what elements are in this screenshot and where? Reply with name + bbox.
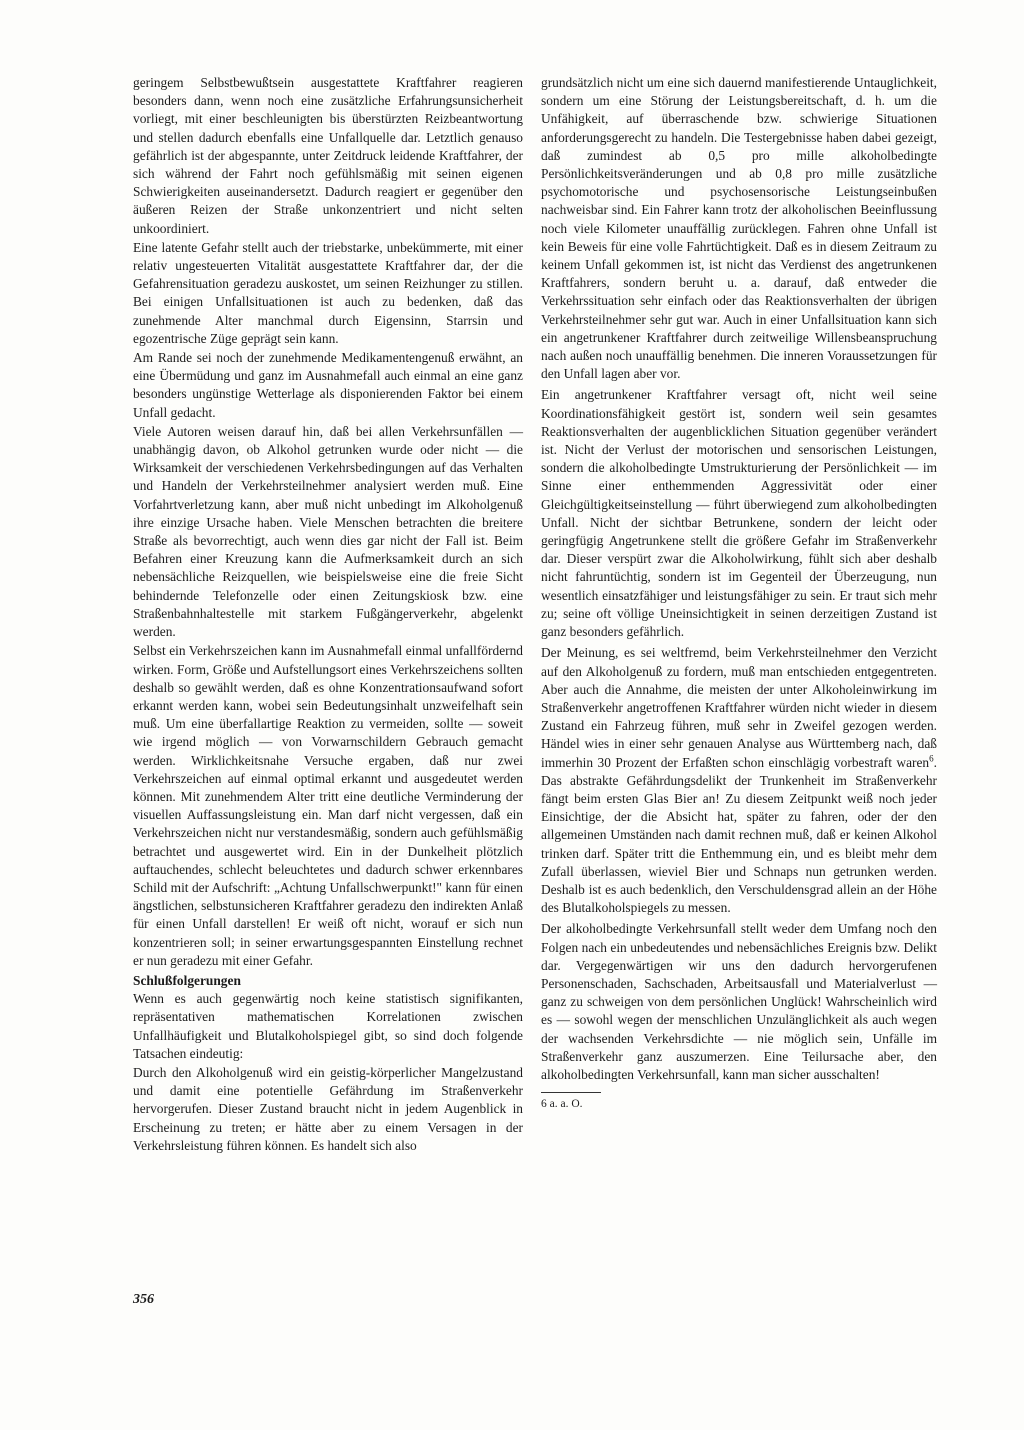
paragraph: Eine latente Gefahr stellt auch der triebstarke, unbekümmerte, mit einer relativ ungesteuerten Vitalität ausgestattete Kraftfahrer dar, der die Gefahrensituation geradezu auskostet, um seinen Reizhunger zu stillen. Bei einigen Unfallsituationen ist auch zu bedenken, daß das zunehmende Alter manchmal durch Eigensinn, Starrsin und egozentrische Züge geprägt sein kann. — [133, 239, 523, 346]
paragraph-text: Der Meinung, es sei weltfremd, beim Verkehrsteilnehmer den Verzicht auf den Alkoholgenuß zu fordern, muß man entschieden entgegentreten. Aber auch die Annahme, die meisten der unter Alkoholeinwirkung im Straßenverkehr angetroffenen Kraftfahrer würden nicht wieder in diesem Zustand ein Fahrzeug führen, muß sehr in Zweifel gezogen werden. Händel wies in einer sehr genauen Analyse aus Württemberg nach, daß immerhin 30 Prozent der Erfaßten schon einschlägig vorbestraft waren — [541, 645, 937, 770]
section-heading: Schlußfolgerungen — [133, 972, 241, 988]
paragraph-text: . Das abstrakte Gefährdungsdelikt der Trunkenheit im Straßenverkehr fängt beim ersten Glas Bier an! Zu diesem Zeitpunkt weiß noch jeder Einsichtige, der die Absicht hat, später zu fahren, oder der den allgemeinen Umständen nach damit rechnen muß, daß er keinen Alkohol trinken darf. Später tritt die Enthemmung ein, und es bleibt mehr dem Zufall überlassen, wieviel Bier und Schnaps nun getrunken werden. Deshalb ist es auch bedenklich, den Verschuldensgrad allein an der Höhe des Blutalkoholspiegels zu messen. — [541, 754, 937, 916]
footnote: 6 a. a. O. — [541, 1098, 583, 1111]
page-number: 356 — [133, 1292, 154, 1307]
paragraph: Selbst ein Verkehrszeichen kann im Ausnahmefall einmal unfallfördernd wirken. Form, Größe und Aufstellungsort eines Verkehrszeichens sollten deshalb so gewählt werden, daß es ohne Konzentrationsaufwand sofort erkannt werden kann, wobei sein Bedeutungsinhalt unzweifelhaft sein muß. Um eine überfallartige Reaktion zu vermeiden, sollte — soweit wie irgend möglich — von Vorwarnschildern Gebrauch gemacht werden. Wirklichkeitsnahe Versuche ergaben, daß nur zwei Verkehrszeichen auf einmal optimal erkannt und ausgedeutet werden können. Mit zunehmendem Alter tritt eine deutliche Verminderung der visuellen Auffassungsleistung ein. Man darf nicht vergessen, daß ein Verkehrszeichen nicht nur verstandesmäßig, sondern auch gefühlsmäßig betrachtet und ausgewertet wird. Ein in der Dunkelheit plötzlich auftauchendes, schlecht beleuchtetes und dadurch schwer erkennbares Schild mit der Aufschrift: „Achtung Unfallschwerpunkt!" kann für einen ängstlichen, selbstunsicheren Kraftfahrer geradezu den indirekten Anlaß für einen Unfall darstellen! Er weiß oft nicht, worauf er sich nun konzentrieren soll; in seiner erwartungsgespannten Einstellung rechnet er nun geradezu mit einer Gefahr. — [133, 643, 523, 968]
paragraph: Wenn es auch gegenwärtig noch keine statistisch signifikanten, repräsentativen mathematischen Korrelationen zwischen Unfallhäufigkeit und Blutalkoholspiegel gibt, so sind doch folgende Tatsachen eindeutig: — [133, 991, 523, 1061]
paragraph: Durch den Alkoholgenuß wird ein geistig-körperlicher Mangelzustand und damit eine potentielle Gefährdung im Straßenverkehr hervorgerufen. Dieser Zustand braucht nicht in jedem Augenblick in Erscheinung zu treten; er hätte aber zu einem Versagen in der Verkehrsleistung führen können. Es handelt sich also — [133, 1064, 523, 1153]
right-column — [541, 74, 937, 1112]
footnote-divider — [541, 1092, 601, 1093]
footnote-reference: 6 — [929, 753, 934, 764]
left-column — [133, 74, 523, 1156]
paragraph: geringem Selbstbewußtsein ausgestattete Kraftfahrer reagieren besonders dann, wenn noch eine zusätzliche Erfahrungsunsicherheit vorliegt, mit einer beschleunigten bis überstürzten Reizbeantwortung und stellen dadurch ebenfalls eine Unfallquelle dar. Letztlich genauso gefährlich ist der abgespannte, unter Zeitdruck leidende Kraftfahrer, der sich während der Fahrt noch gefühlsmäßig mit seinen eigenen Schwierigkeiten auseinandersetzt. Dadurch reagiert er gegenüber den äußeren Reizen der Straße unkonzentriert und nicht selten unkoordiniert. — [133, 75, 523, 236]
paragraph: Der alkoholbedingte Verkehrsunfall stellt weder dem Umfang noch den Folgen nach ein unbedeutendes und nebensächliches Ereignis bzw. Delikt dar. Vergegenwärtigen wir uns den dadurch hervorgerufenen Personenschaden, Sachschaden, Arbeitsausfall und Materialverlust — ganz zu schweigen von dem persönlichen Unglück! Wahrscheinlich wird es — sowohl wegen der menschlichen Unzulänglichkeit als auch wegen der wachsenden Verkehrsdichte — nie möglich sein, Unfälle im Straßenverkehr ganz auszumerzen. Eine Teilursache aber, den alkoholbedingten Verkehrsunfall, kann man sicher ausschalten! — [541, 921, 937, 1082]
paragraph: grundsätzlich nicht um eine sich dauernd manifestierende Untauglichkeit, sondern um eine Störung der Leistungsbereitschaft, d. h. um die Unfähigkeit, auf überraschende bzw. schwierige Situationen anforderungsgerecht zu handeln. Die Testergebnisse haben dabei gezeigt, daß zumindest ab 0,5 pro mille alkoholbedingte Persönlichkeitsveränderungen und ab 0,8 pro mille zusätzliche psychomotorische und psychosensorische Leistungseinbußen nachweisbar sind. Ein Fahrer kann trotz der alkoholischen Beeinflussung noch viele Kilometer unauffällig zurücklegen. Fahren ohne Unfall ist kein Beweis für eine volle Fahrtüchtigkeit. Daß es in diesem Zeitraum zu keinem Unfall gekommen ist, ist nicht das Verdienst des angetrunkenen Kraftfahrers, sondern beruht u. a. darauf, daß entweder die Verkehrssituation sehr einfach oder das Reaktionsverhalten der übrigen Verkehrsteilnehmer sehr gut war. Auch in einer Unfallsituation kann sich ein angetrunkener Kraftfahrer durch zeitweilige Willensbeanspruchung nach außen noch unauffällig benehmen. Die inneren Voraussetzungen für den Unfall lagen aber vor. — [541, 75, 937, 382]
paragraph: Viele Autoren weisen darauf hin, daß bei allen Verkehrsunfällen — unabhängig davon, ob Alkohol getrunken wurde oder nicht — die Wirksamkeit der verschiedenen Verkehrsbedingungen auf das Verhalten und Handeln der Verkehrsteilnehmer analysiert werden muß. Eine Vorfahrtverletzung kann, aber muß nicht unbedingt im Alkoholgenuß ihre einzige Ursache haben. Viele Menschen betrachten die breitere Straße als bevorrechtigt, auch wenn dies gar nicht der Fall ist. Beim Befahren einer Kreuzung kann die Aufmerksamkeit durch an sich nebensächliche Reizquellen, wie beispielsweise eine die freie Sicht behindernde Telefonzelle oder einen Zeitungskiosk bzw. eine Straßenbahnhaltestelle mit starkem Fußgängerverkehr, abgelenkt werden. — [133, 423, 523, 640]
paragraph: Ein angetrunkener Kraftfahrer versagt oft, nicht weil seine Koordinationsfähigkeit gestört ist, sondern weil sein gesamtes Reaktionsverhalten der augenblicklichen Situation gegenüber verändert ist. Nicht der Verlust der motorischen und sensorischen Leistungen, sondern die alkoholbedingte Umstrukturierung der Persönlichkeit — im Sinne einer enthemmenden Aggressivität oder einer Gleichgültigkeitseinstellung — führt überwiegend zum alkoholbedingten Unfall. Nicht der sichtbar Betrunkene, sondern der leicht oder geringfügig Angetrunkene stellt die größere Gefahr im Straßenverkehr dar. Dieser verspürt zwar die Alkoholwirkung, fühlt sich aber deshalb nicht fahruntüchtig, sondern ist im Gegenteil der Überzeugung, nun wesentlich einsatzfähiger und leistungsfähiger zu sein. Er traut sich mehr zu; seine oft völlige Uneinsichtigkeit in seinen derzeitigen Zustand ist ganz besonders gefährlich. — [541, 387, 937, 640]
paragraph — [541, 644, 937, 917]
paragraph: Am Rande sei noch der zunehmende Medikamentengenuß erwähnt, an eine Übermüdung und ganz im Ausnahmefall auch einmal an eine ganz besonders ungünstige Wetterlage als disponierenden Faktor bei einem Unfall gedacht. — [133, 350, 523, 420]
